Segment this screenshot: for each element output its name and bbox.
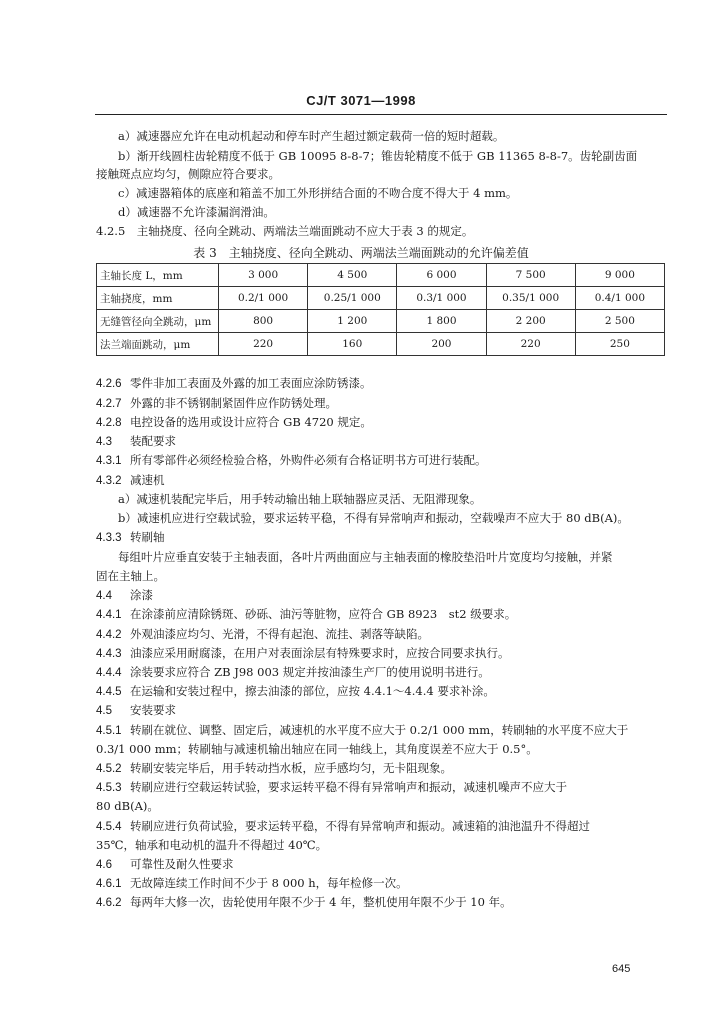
clause-text: 转刷应进行空载运转试验，要求运转平稳不得有异常响声和振动，减速机噪声不应大于 bbox=[130, 780, 567, 794]
clause-number: 4.2.8 bbox=[96, 417, 122, 429]
table-title: 表 3 主轴挠度、径向全跳动、两端法兰端面跳动的允许偏差值 bbox=[193, 246, 529, 260]
clause-text: 安装要求 bbox=[130, 703, 176, 717]
clause-line bbox=[96, 665, 490, 680]
clause-number: 4.4.4 bbox=[96, 667, 122, 679]
clause-paragraph: 每组叶片应垂直安装于主轴表面，各叶片两曲面应与主轴表面的橡胶垫沿叶片宽度均匀接触，并紧 bbox=[118, 550, 613, 564]
clause-text: 转刷轴 bbox=[130, 530, 165, 544]
text-line: b）渐开线圆柱齿轮精度不低于 GB 10095 8-8-7；锥齿轮精度不低于 GB 11365 8-8-7。齿轮副齿面 bbox=[118, 149, 638, 163]
clause-number: 4.3.2 bbox=[96, 475, 122, 487]
clause-line bbox=[96, 453, 487, 468]
clause-line bbox=[96, 895, 512, 910]
clause-text: 在运输和安装过程中，擦去油漆的部位，应按 4.4.1～4.4.4 要求补涂。 bbox=[130, 684, 495, 698]
clause-text: 涂漆 bbox=[130, 588, 153, 602]
clause-number: 4.6.2 bbox=[96, 897, 122, 909]
section-heading bbox=[96, 434, 176, 449]
clause-text: 转刷安装完毕后，用手转动挡水板，应手感均匀，无卡阻现象。 bbox=[130, 761, 452, 775]
row-header: 法兰端面跳动，μm bbox=[97, 333, 219, 356]
clause-number: 4.4.3 bbox=[96, 648, 122, 660]
clause-text: 油漆应采用耐腐漆，在用户对表面涂层有特殊要求时，应按合同要求执行。 bbox=[130, 646, 510, 660]
clause-paragraph: 80 dB(A)。 bbox=[96, 799, 159, 813]
section-heading bbox=[96, 857, 234, 872]
clause-text: 可靠性及耐久性要求 bbox=[130, 857, 234, 871]
clause-line bbox=[96, 376, 372, 391]
row-header: 主轴长度 L，mm bbox=[97, 264, 219, 287]
table-cell: 0.3/1 000 bbox=[397, 287, 486, 310]
clause-line bbox=[96, 761, 452, 776]
table-cell: 4 500 bbox=[308, 264, 397, 287]
table-cell: 0.25/1 000 bbox=[308, 287, 397, 310]
clause-number: 4.3.3 bbox=[96, 532, 122, 544]
table-row bbox=[97, 310, 665, 333]
table-cell: 1 200 bbox=[308, 310, 397, 333]
standard-header: CJ/T 3071—1998 bbox=[306, 93, 416, 108]
table-cell: 1 800 bbox=[397, 310, 486, 333]
clause-number: 4.2.7 bbox=[96, 398, 122, 410]
table-cell: 250 bbox=[575, 333, 664, 356]
clause-number: 4.6.1 bbox=[96, 878, 122, 890]
table-cell: 160 bbox=[308, 333, 397, 356]
clause-line bbox=[96, 473, 165, 488]
clause-number: 4.4.2 bbox=[96, 629, 122, 641]
text-line: 接触斑点应均匀，侧隙应符合要求。 bbox=[96, 167, 280, 181]
clause-text: 涂装要求应符合 ZB J98 003 规定并按油漆生产厂的使用说明书进行。 bbox=[130, 665, 490, 679]
clause-item: a）减速机装配完毕后，用手转动输出轴上联轴器应灵活、无阻滞现象。 bbox=[118, 492, 482, 506]
clause-line bbox=[96, 780, 567, 795]
clause-text: 外露的非不锈钢制紧固件应作防锈处理。 bbox=[130, 396, 337, 410]
clause-text: 外观油漆应均匀、光滑，不得有起泡、流挂、剥落等缺陷。 bbox=[130, 627, 429, 641]
table-cell: 9 000 bbox=[575, 264, 664, 287]
row-header: 无缝管径向全跳动，μm bbox=[97, 310, 219, 333]
table-cell: 220 bbox=[486, 333, 575, 356]
table-cell: 6 000 bbox=[397, 264, 486, 287]
table-row bbox=[97, 287, 665, 310]
header-divider bbox=[95, 114, 667, 115]
clause-number: 4.3 bbox=[96, 436, 112, 448]
clause-line bbox=[96, 646, 510, 661]
clause-number: 4.5.1 bbox=[96, 725, 122, 737]
clause-number: 4.4.1 bbox=[96, 609, 122, 621]
clause-number: 4.3.1 bbox=[96, 455, 122, 467]
table-cell: 0.35/1 000 bbox=[486, 287, 575, 310]
table-cell: 2 500 bbox=[575, 310, 664, 333]
clause-paragraph: 固在主轴上。 bbox=[96, 569, 165, 583]
clause-paragraph: 0.3/1 000 mm；转刷轴与减速机输出轴应在同一轴线上，其角度误差不应大于 0.5°。 bbox=[96, 742, 538, 756]
clause-number: 4.5.4 bbox=[96, 821, 122, 833]
table-cell: 200 bbox=[397, 333, 486, 356]
clause-text: 所有零部件必须经检验合格，外购件必须有合格证明书方可进行装配。 bbox=[130, 453, 487, 467]
text-line: c）减速器箱体的底座和箱盖不加工外形拼结合面的不吻合度不得大于 4 mm。 bbox=[118, 186, 518, 200]
table-cell: 2 200 bbox=[486, 310, 575, 333]
clause-line bbox=[96, 607, 516, 622]
clause-line bbox=[96, 627, 429, 642]
tolerance-table bbox=[96, 263, 665, 356]
clause-text: 装配要求 bbox=[130, 434, 176, 448]
text-line: a）减速器应允许在电动机起动和停车时产生超过额定载荷一倍的短时超载。 bbox=[118, 129, 505, 143]
clause-number: 4.5.3 bbox=[96, 782, 122, 794]
table-cell: 0.2/1 000 bbox=[219, 287, 308, 310]
clause-line bbox=[96, 530, 165, 545]
text-line: d）减速器不允许漆漏润滑油。 bbox=[118, 205, 275, 219]
section-heading bbox=[96, 588, 153, 603]
section-heading bbox=[96, 703, 176, 718]
clause-number: 4.6 bbox=[96, 859, 112, 871]
clause-line bbox=[96, 396, 337, 411]
clause-text: 转刷在就位、调整、固定后，减速机的水平度不应大于 0.2/1 000 mm，转刷轴的水平度不应大于 bbox=[130, 723, 629, 737]
table-cell: 800 bbox=[219, 310, 308, 333]
clause-line bbox=[96, 684, 495, 699]
text-line: 4.2.5 主轴挠度、径向全跳动、两端法兰端面跳动不应大于表 3 的规定。 bbox=[96, 224, 474, 238]
clause-text: 每两年大修一次，齿轮使用年限不少于 4 年，整机使用年限不少于 10 年。 bbox=[130, 895, 512, 909]
clause-number: 4.5.2 bbox=[96, 763, 122, 775]
clause-line bbox=[96, 819, 590, 834]
clause-line bbox=[96, 723, 628, 738]
table-cell: 3 000 bbox=[219, 264, 308, 287]
clause-paragraph: 35℃，轴承和电动机的温升不得超过 40℃。 bbox=[96, 838, 328, 852]
table-cell: 7 500 bbox=[486, 264, 575, 287]
table-cell: 220 bbox=[219, 333, 308, 356]
row-header: 主轴挠度，mm bbox=[97, 287, 219, 310]
clause-number: 4.2.6 bbox=[96, 378, 122, 390]
page-number: 645 bbox=[612, 963, 631, 975]
clause-text: 转刷应进行负荷试验，要求运转平稳，不得有异常响声和振动。减速箱的油池温升不得超过 bbox=[130, 819, 590, 833]
table-row bbox=[97, 333, 665, 356]
clause-number: 4.5 bbox=[96, 705, 112, 717]
clause-number: 4.4 bbox=[96, 590, 112, 602]
clause-text: 在涂漆前应清除锈斑、砂砾、油污等脏物，应符合 GB 8923 st2 级要求。 bbox=[130, 607, 517, 621]
clause-line bbox=[96, 876, 408, 891]
clause-text: 无故障连续工作时间不少于 8 000 h，每年检修一次。 bbox=[130, 876, 408, 890]
table-cell: 0.4/1 000 bbox=[575, 287, 664, 310]
clause-item: b）减速机应进行空载试验，要求运转平稳，不得有异常响声和振动，空载噪声不应大于 80 dB(A)。 bbox=[118, 511, 629, 525]
clause-number: 4.4.5 bbox=[96, 686, 122, 698]
clause-text: 零件非加工表面及外露的加工表面应涂防锈漆。 bbox=[130, 376, 372, 390]
clause-line bbox=[96, 415, 372, 430]
table-row bbox=[97, 264, 665, 287]
clause-text: 减速机 bbox=[130, 473, 165, 487]
clause-text: 电控设备的选用或设计应符合 GB 4720 规定。 bbox=[130, 415, 372, 429]
